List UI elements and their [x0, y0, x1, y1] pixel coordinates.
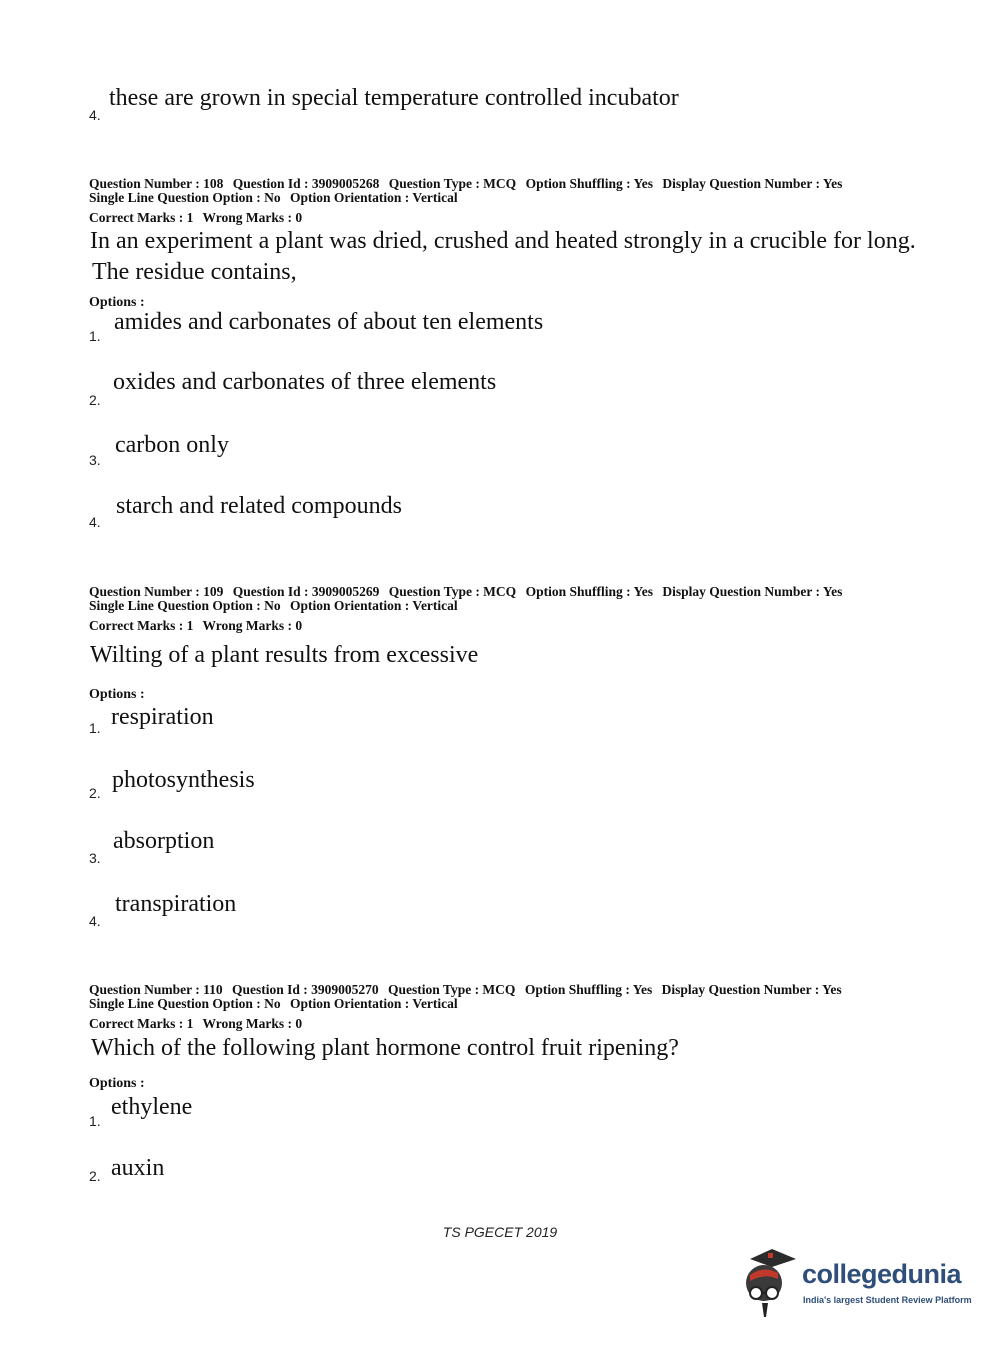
- options-label: Options :: [89, 687, 145, 702]
- option-number: 2.: [89, 1168, 101, 1184]
- question-meta: Question Number : 109 Question Id : 3909005269 Question Type : MCQ Option Shuffling : Yes Display Question Number : Yes: [89, 584, 843, 599]
- question-text: Wilting of a plant results from excessive: [90, 642, 479, 668]
- option-text: absorption: [113, 828, 215, 854]
- option-number: 1.: [89, 328, 101, 344]
- option-text: transpiration: [115, 891, 237, 917]
- question-meta: Question Number : 108 Question Id : 3909005268 Question Type : MCQ Option Shuffling : Yes Display Question Number : Yes: [89, 176, 843, 191]
- option-number: 4.: [89, 107, 101, 123]
- option-number: 3.: [89, 452, 101, 468]
- question-meta-2: Single Line Question Option : No Option Orientation : Vertical: [89, 598, 458, 613]
- question-meta-2: Single Line Question Option : No Option Orientation : Vertical: [89, 996, 458, 1011]
- graduate-mascot-icon: [742, 1245, 802, 1320]
- footer-title: TS PGECET 2019: [442, 1224, 558, 1240]
- options-label: Options :: [89, 295, 145, 310]
- option-text: carbon only: [115, 432, 229, 458]
- question-meta-2: Single Line Question Option : No Option Orientation : Vertical: [89, 190, 458, 205]
- options-label: Options :: [89, 1076, 145, 1091]
- collegedunia-logo[interactable]: [742, 1245, 972, 1320]
- option-text: these are grown in special temperature controlled incubator: [109, 85, 679, 111]
- option-text: respiration: [111, 704, 214, 730]
- question-text: Which of the following plant hormone control fruit ripening?: [91, 1035, 679, 1061]
- question-text: In an experiment a plant was dried, crushed and heated strongly in a crucible for long.: [90, 228, 916, 254]
- question-text-2: The residue contains,: [92, 259, 297, 285]
- option-number: 4.: [89, 514, 101, 530]
- option-number: 3.: [89, 850, 101, 866]
- option-number: 1.: [89, 720, 101, 736]
- option-number: 2.: [89, 392, 101, 408]
- logo-name: collegedunia: [802, 1259, 962, 1289]
- option-text: starch and related compounds: [116, 493, 402, 519]
- option-number: 1.: [89, 1113, 101, 1129]
- question-marks: Correct Marks : 1 Wrong Marks : 0: [89, 1016, 303, 1031]
- logo-tagline: India's largest Student Review Platform: [803, 1295, 972, 1305]
- option-text: amides and carbonates of about ten elements: [114, 309, 544, 335]
- option-text: ethylene: [111, 1094, 193, 1120]
- option-text: auxin: [111, 1155, 165, 1181]
- option-text: oxides and carbonates of three elements: [113, 369, 497, 395]
- option-number: 2.: [89, 785, 101, 801]
- option-number: 4.: [89, 913, 101, 929]
- option-text: photosynthesis: [112, 767, 255, 793]
- question-marks: Correct Marks : 1 Wrong Marks : 0: [89, 210, 303, 225]
- question-marks: Correct Marks : 1 Wrong Marks : 0: [89, 618, 303, 633]
- question-meta: Question Number : 110 Question Id : 3909005270 Question Type : MCQ Option Shuffling : Yes Display Question Number : Yes: [89, 982, 842, 997]
